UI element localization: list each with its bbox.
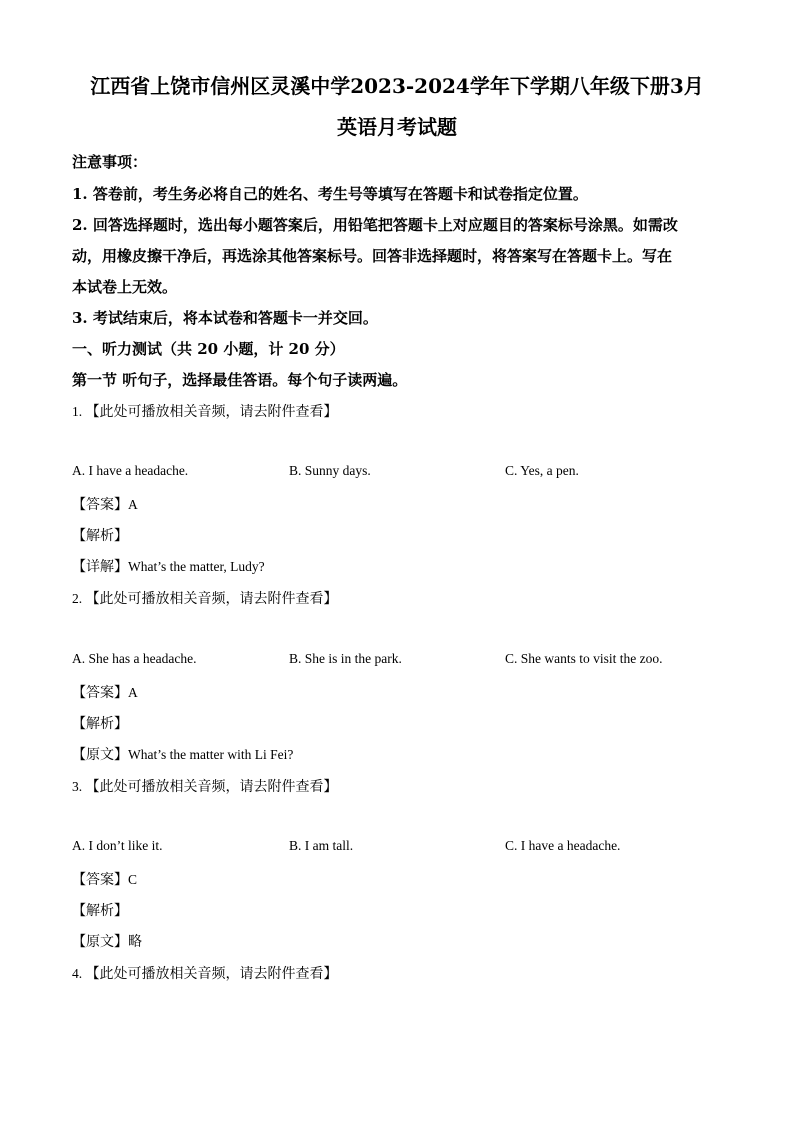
- q2-analysis-label: 【解析】: [72, 716, 128, 732]
- q3-answer: [72, 869, 137, 889]
- q1-answer: [72, 494, 138, 514]
- notice-item-2b: 动，用橡皮擦干净后，再选涂其他答案标号。回答非选择题时，将答案写在答题卡上。写在: [72, 247, 673, 265]
- section-heading: 一、听力测试（共 20 小题，计 20 分）: [72, 340, 345, 358]
- notice-item-2a: 2. 回答选择题时，选出每小题答案后，用铅笔把答题卡上对应题目的答案标号涂黑。如需改: [72, 216, 678, 234]
- detail-label: 【原文】: [72, 747, 128, 763]
- answer-value: A: [128, 497, 138, 512]
- q3-analysis-label: 【解析】: [72, 903, 128, 919]
- detail-text: 略: [128, 934, 142, 950]
- q1-option-c: C. Yes, a pen.: [505, 463, 579, 478]
- q2-option-c: C. She wants to visit the zoo.: [505, 651, 663, 666]
- audio-prompt: 【此处可播放相关音频，请去附件查看】: [85, 404, 338, 420]
- detail-label: 【原文】: [72, 934, 128, 950]
- section-part1: 第一节 听句子，选择最佳答语。每个句子读两遍。: [72, 371, 408, 389]
- q3-option-a: A. I don’t like it.: [72, 838, 163, 853]
- detail-text: What’s the matter with Li Fei?: [128, 747, 294, 762]
- q1-option-a: A. I have a headache.: [72, 463, 189, 478]
- question-number: 3.: [72, 779, 83, 794]
- q2-option-a: A. She has a headache.: [72, 651, 197, 666]
- question-number: 2.: [72, 591, 83, 606]
- answer-label: 【答案】: [72, 872, 128, 888]
- question-number: 4.: [72, 966, 83, 981]
- q3-detail: [72, 931, 142, 951]
- audio-prompt: 【此处可播放相关音频，请去附件查看】: [85, 966, 338, 982]
- question-1-prompt: [72, 401, 338, 421]
- q2-option-b: B. She is in the park.: [289, 651, 402, 666]
- notice-item-2c: 本试卷上无效。: [72, 278, 178, 296]
- q3-option-b: B. I am tall.: [289, 838, 354, 853]
- answer-label: 【答案】: [72, 685, 128, 701]
- question-2-prompt: [72, 588, 338, 608]
- exam-title-line1: 江西省上饶市信州区灵溪中学2023-2024学年下学期八年级下册3月: [90, 74, 704, 98]
- question-3-prompt: [72, 776, 338, 796]
- answer-label: 【答案】: [72, 497, 128, 513]
- q2-detail: [72, 744, 293, 764]
- question-4-prompt: [72, 963, 338, 983]
- q3-option-c: C. I have a headache.: [505, 838, 621, 853]
- q1-detail: [72, 556, 265, 576]
- notice-heading: 注意事项：: [72, 153, 148, 171]
- answer-value: A: [128, 685, 138, 700]
- question-number: 1.: [72, 404, 83, 419]
- q1-analysis-label: 【解析】: [72, 528, 128, 544]
- detail-text: What’s the matter, Ludy?: [128, 559, 265, 574]
- notice-item-1: 1. 答卷前，考生务必将自己的姓名、考生号等填写在答题卡和试卷指定位置。: [72, 185, 588, 203]
- exam-title-line2: 英语月考试题: [337, 115, 457, 139]
- audio-prompt: 【此处可播放相关音频，请去附件查看】: [85, 779, 338, 795]
- notice-item-3: 3. 考试结束后，将本试卷和答题卡一并交回。: [72, 309, 378, 327]
- audio-prompt: 【此处可播放相关音频，请去附件查看】: [85, 591, 338, 607]
- answer-value: C: [128, 872, 138, 887]
- q2-answer: [72, 682, 138, 702]
- detail-label: 【详解】: [72, 559, 128, 575]
- q1-option-b: B. Sunny days.: [289, 463, 371, 478]
